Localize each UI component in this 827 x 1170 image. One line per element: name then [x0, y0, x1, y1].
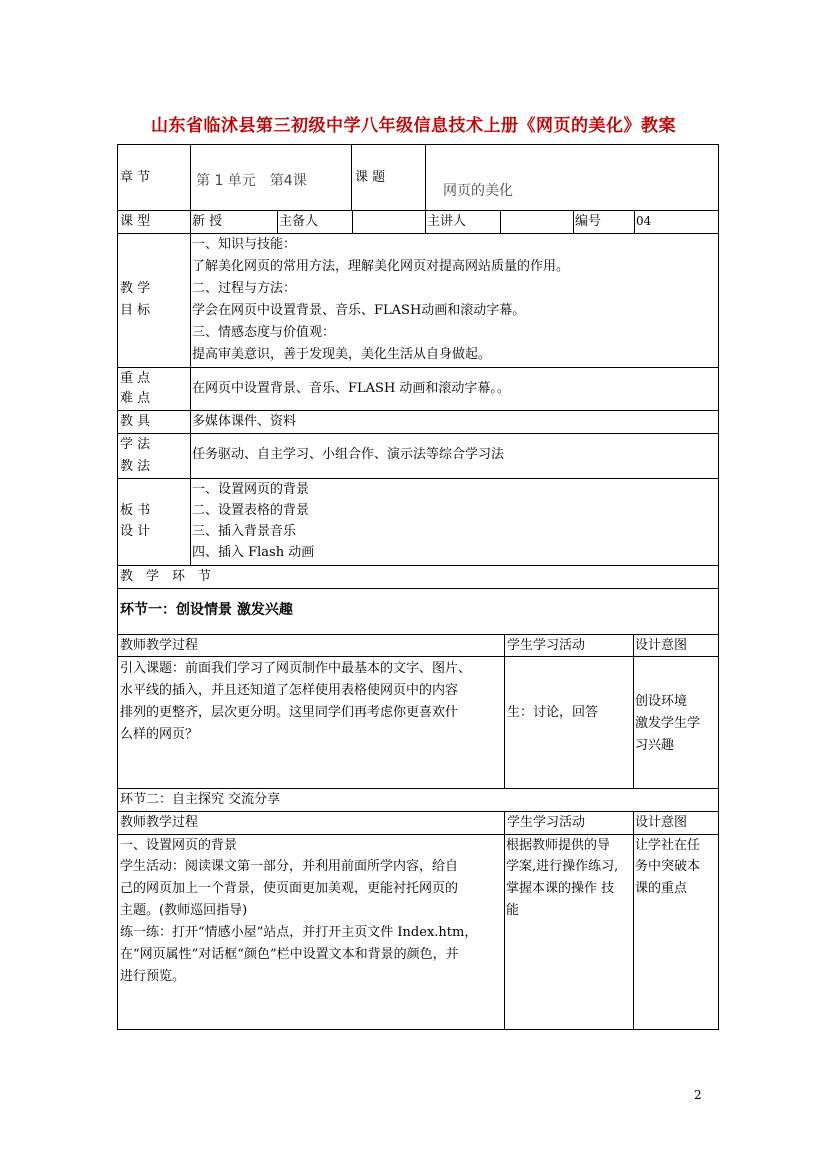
goal-line: 二、过程与方法： — [192, 281, 297, 296]
section1-teacher-line: 么样的网页？ — [120, 727, 199, 742]
section1-col-student: 学生学习活动 — [507, 638, 586, 653]
section1-title: 环节一：创设情景 激发兴趣 — [120, 602, 293, 618]
section1-design-line: 习兴趣 — [635, 738, 675, 753]
section2-student-line: 掌握本课的操作 技 — [506, 881, 615, 896]
section2-teacher-line: 己的网页加上一个背景，使页面更加美观，更能衬托网页的 — [120, 881, 459, 896]
methods-label-1: 学 法 — [120, 437, 151, 452]
board-line: 四、插入 Flash 动画 — [192, 545, 315, 560]
section1-design-line: 创设环境 — [635, 694, 688, 709]
tools-value: 多媒体课件、资料 — [192, 414, 297, 429]
topic-value: 网页的美化 — [443, 183, 513, 199]
stages-label: 教 学 环 节 — [120, 569, 212, 584]
section1-col-teacher: 教师教学过程 — [120, 638, 199, 653]
board-line: 三、插入背景音乐 — [192, 524, 297, 539]
goal-line: 学会在网页中设置背景、音乐、FLASH动画和滚动字幕。 — [192, 303, 526, 318]
lecturer-label: 主讲人 — [427, 214, 467, 229]
goal-line: 三、情感态度与价值观： — [192, 325, 336, 340]
section2-student-line: 能 — [506, 903, 520, 918]
section2-title: 环节二：自主探究 交流分享 — [120, 792, 281, 807]
section2-teacher-line: 进行预览。 — [120, 969, 186, 984]
number-label: 编号 — [575, 214, 602, 229]
goals-label-2: 目 标 — [120, 303, 151, 318]
section1-design-line: 激发学生学 — [635, 716, 701, 731]
section2-design-line: 让学社在任 — [635, 838, 701, 853]
board-label-1: 板 书 — [120, 503, 151, 518]
key-value: 在网页中设置背景、音乐、FLASH 动画和滚动字幕。。 — [192, 381, 510, 396]
chapter-value: 第 1 单元 第4课 — [196, 173, 307, 189]
section2-student-line: 根据教师提供的导 — [506, 838, 611, 853]
section2-design-line: 课的重点 — [635, 881, 688, 896]
section1-teacher-line: 排列的更整齐，层次更分明。这里同学们再考虑你更喜欢什 — [120, 705, 459, 720]
goal-line: 提高审美意识，善于发现美，美化生活从自身做起。 — [192, 347, 492, 362]
section1-student: 生：讨论，回答 — [507, 705, 599, 720]
section2-teacher-line: 在“网页属性”对话框“颜色”栏中设置文本和背景的颜色，并 — [120, 947, 459, 962]
lesson-plan-table — [117, 144, 719, 1030]
section2-student-line: 学案,进行操作练习, — [506, 859, 619, 874]
section2-col-student: 学生学习活动 — [507, 815, 586, 830]
section2-design-line: 务中突破本 — [635, 859, 701, 874]
goal-line: 一、知识与技能： — [192, 237, 297, 252]
topic-label: 课 题 — [355, 170, 386, 185]
page-number: 2 — [694, 1088, 702, 1102]
chapter-label: 章 节 — [120, 170, 151, 185]
number-value: 04 — [636, 214, 652, 228]
section1-teacher-line: 水平线的插入，并且还知道了怎样使用表格使网页中的内容 — [120, 683, 459, 698]
type-label: 课 型 — [120, 214, 151, 229]
goal-line: 了解美化网页的常用方法，理解美化网页对提高网站质量的作用。 — [192, 259, 570, 274]
section2-teacher-line: 主题。(教师巡回指导) — [120, 903, 248, 918]
section2-col-design: 设计意图 — [635, 815, 688, 830]
board-line: 一、设置网页的背景 — [192, 482, 310, 497]
page-title: 山东省临沭县第三初级中学八年级信息技术上册《网页的美化》教案 — [151, 116, 676, 136]
tools-label: 教 具 — [120, 414, 151, 429]
section1-teacher-line: 引入课题：前面我们学习了网页制作中最基本的文字、图片、 — [120, 661, 472, 676]
key-label-2: 难 点 — [120, 391, 151, 406]
section2-teacher-line: 一、设置网页的背景 — [120, 838, 238, 853]
methods-label-2: 教 法 — [120, 459, 151, 474]
type-value: 新 授 — [192, 214, 223, 229]
board-label-2: 设 计 — [120, 524, 151, 539]
section2-teacher-line: 学生活动：阅读课文第一部分，并利用前面所学内容，给自 — [120, 859, 459, 874]
preparer-label: 主备人 — [279, 214, 319, 229]
board-line: 二、设置表格的背景 — [192, 503, 310, 518]
section2-col-teacher: 教师教学过程 — [120, 815, 199, 830]
section2-teacher-line: 练一练：打开“情感小屋”站点，并打开主页文件 Index.htm， — [120, 925, 478, 940]
methods-value: 任务驱动、自主学习、小组合作、演示法等综合学习法 — [192, 447, 505, 462]
key-label-1: 重 点 — [120, 371, 151, 386]
section1-col-design: 设计意图 — [635, 638, 688, 653]
goals-label-1: 教 学 — [120, 281, 151, 296]
